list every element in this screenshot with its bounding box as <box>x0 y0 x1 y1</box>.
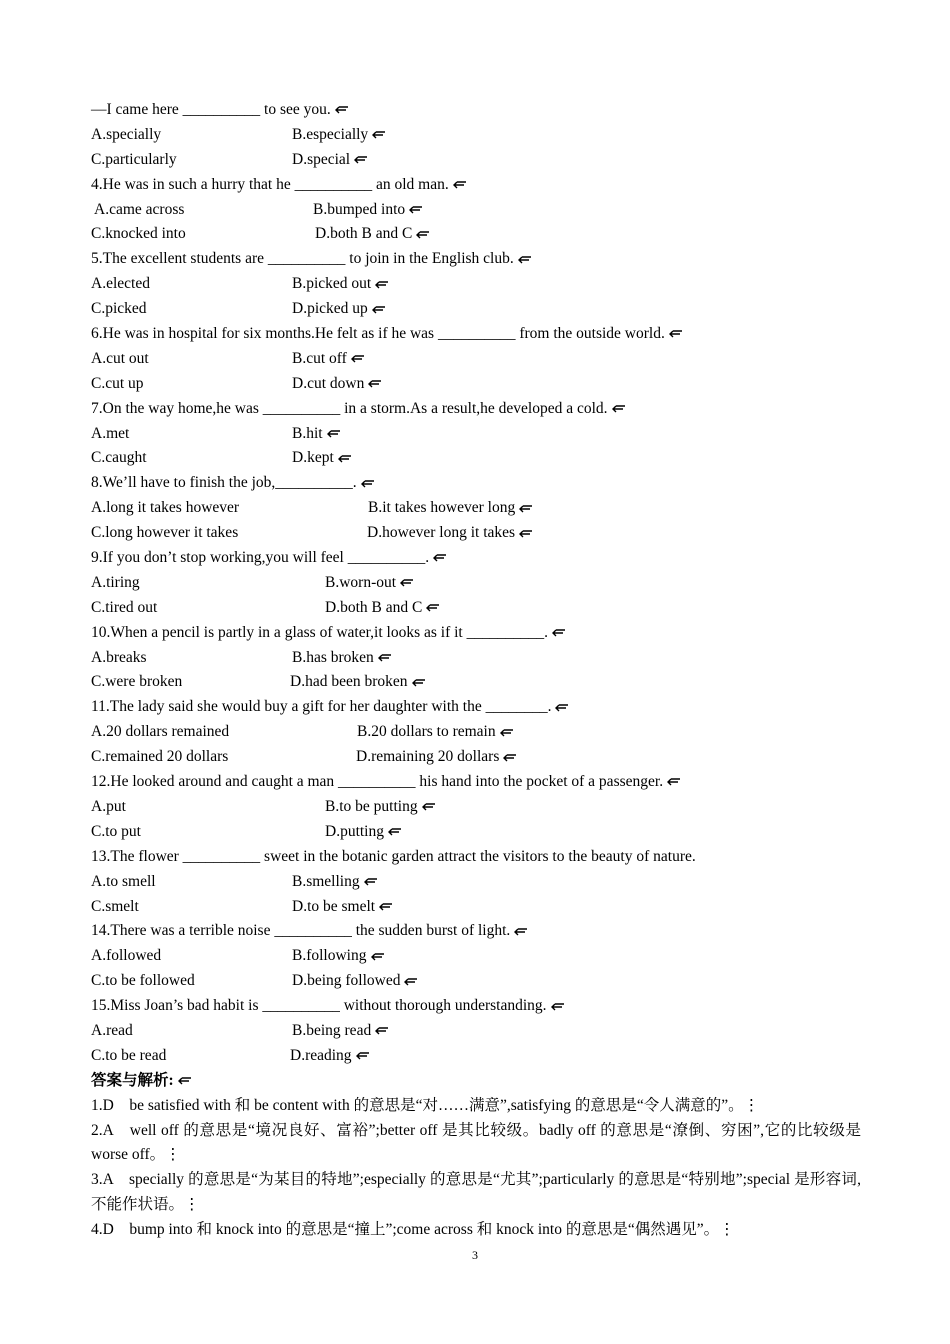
option-c: C.tired out <box>91 598 158 616</box>
option-d: D.however long it takes <box>367 524 516 542</box>
question-stem: 11.The lady said she would buy a gift for her daughter with the ________. <box>91 695 861 720</box>
page-number: 3 <box>472 1248 478 1262</box>
return-arrow-icon <box>413 230 431 240</box>
option-c: C.remained 20 dollars <box>91 748 229 766</box>
option-d: D.remaining 20 dollars <box>356 748 500 766</box>
option-a: A.followed <box>91 947 162 965</box>
options-row <box>91 596 861 621</box>
option-b: B.hit <box>292 424 323 442</box>
option-c: C.to be followed <box>91 972 195 990</box>
option-b: B.20 dollars to remain <box>357 723 496 741</box>
option-d: D.kept <box>292 449 334 467</box>
option-c: C.smelt <box>91 897 139 915</box>
return-arrow-icon <box>548 1002 566 1012</box>
option-d: D.cut down <box>292 374 365 392</box>
options-row <box>91 870 861 895</box>
return-arrow-icon <box>516 504 534 514</box>
option-b: B.being read <box>292 1021 372 1039</box>
question-stem: 5.The excellent students are __________ to join in the English club. <box>91 247 861 272</box>
return-arrow-icon <box>430 553 448 563</box>
options-row <box>91 272 861 297</box>
answers-heading: 答案与解析: <box>91 1069 861 1094</box>
return-arrow-icon <box>666 329 684 339</box>
return-arrow-icon <box>376 902 394 912</box>
options-row <box>91 646 861 671</box>
question-stem: 6.He was in hospital for six months.He felt as if he was __________ from the outside world. <box>91 322 861 347</box>
question-stem: 8.We’ll have to finish the job,__________. <box>91 471 861 496</box>
return-arrow-icon <box>365 379 383 389</box>
return-arrow-icon <box>332 105 350 115</box>
return-arrow-icon <box>516 529 534 539</box>
answer-4: 4.D bump into 和 knock into 的意思是“撞上”;come across 和 knock into 的意思是“偶然遇见”。⋮ <box>91 1221 735 1239</box>
return-arrow-icon <box>511 927 529 937</box>
options-row <box>91 969 861 994</box>
return-arrow-icon <box>406 205 424 215</box>
return-arrow-icon <box>372 280 390 290</box>
option-c: C.cut up <box>91 374 144 392</box>
option-c: C.long however it takes <box>91 524 239 542</box>
return-arrow-icon <box>335 454 353 464</box>
option-b: B.following <box>292 947 367 965</box>
return-arrow-icon <box>351 155 369 165</box>
return-arrow-icon <box>361 877 379 887</box>
options-row <box>91 222 861 247</box>
return-arrow-icon <box>497 728 515 738</box>
option-a: A.long it takes however <box>91 499 240 517</box>
return-arrow-icon <box>423 603 441 613</box>
options-row <box>91 347 861 372</box>
option-b: B.cut off <box>292 349 347 367</box>
option-b: B.bumped into <box>313 200 406 218</box>
options-row <box>91 1044 861 1069</box>
return-arrow-icon <box>353 1051 371 1061</box>
answer-1: 1.D be satisfied with 和 be content with 的意思是“对……满意”,satisfying 的意思是“令人满意的”。⋮ <box>91 1096 760 1114</box>
options-row <box>91 446 861 471</box>
question-stem: 12.He looked around and caught a man __________ his hand into the pocket of a passenger. <box>91 770 861 795</box>
return-arrow-icon <box>372 1026 390 1036</box>
option-b: B.worn-out <box>325 573 397 591</box>
return-arrow-icon <box>549 628 567 638</box>
options-row <box>91 297 861 322</box>
option-c: C.particularly <box>91 150 177 168</box>
options-row <box>91 820 861 845</box>
option-d: D.had been broken <box>290 673 408 691</box>
return-arrow-icon <box>450 180 468 190</box>
return-arrow-icon <box>369 130 387 140</box>
option-c: C.were broken <box>91 673 183 691</box>
option-a: A.elected <box>91 275 150 293</box>
return-arrow-icon <box>324 429 342 439</box>
option-c: C.picked <box>91 300 147 318</box>
options-row <box>91 1019 861 1044</box>
return-arrow-icon <box>401 977 419 987</box>
options-row <box>91 148 861 173</box>
options-row <box>91 496 861 521</box>
option-c: C.caught <box>91 449 147 467</box>
return-arrow-icon <box>515 255 533 265</box>
option-d: D.special <box>292 150 351 168</box>
document-body <box>91 98 861 1243</box>
option-a: A.came across <box>91 200 185 218</box>
options-row <box>91 571 861 596</box>
option-d: D.to be smelt <box>292 897 376 915</box>
options-row <box>91 795 861 820</box>
option-b: B.especially <box>292 125 369 143</box>
return-arrow-icon <box>375 653 393 663</box>
option-d: D.picked up <box>292 300 368 318</box>
question-stem: 13.The flower __________ sweet in the botanic garden attract the visitors to the beauty of nature. <box>91 847 696 865</box>
option-c: C.knocked into <box>91 225 186 243</box>
return-arrow-icon <box>368 952 386 962</box>
return-arrow-icon <box>609 404 627 414</box>
option-d: D.both B and C <box>325 598 423 616</box>
answer-2: 2.A well off 的意思是“境况良好、富裕”;better off 是其比较级。badly off 的意思是“潦倒、穷困”,它的比较级是 worse off。⋮ <box>91 1121 861 1164</box>
option-a: A.specially <box>91 125 162 143</box>
question-stem: 7.On the way home,he was __________ in a storm.As a result,he developed a cold. <box>91 397 861 422</box>
option-c: C.to be read <box>91 1046 167 1064</box>
option-b: B.has broken <box>292 648 374 666</box>
option-a: A.cut out <box>91 349 149 367</box>
question-stem: —I came here __________ to see you. <box>91 98 861 123</box>
return-arrow-icon <box>358 479 376 489</box>
options-row <box>91 944 861 969</box>
option-b: B.smelling <box>292 872 360 890</box>
return-arrow-icon <box>409 678 427 688</box>
question-stem: 10.When a pencil is partly in a glass of water,it looks as if it __________. <box>91 621 861 646</box>
return-arrow-icon <box>175 1076 193 1086</box>
option-d: D.putting <box>325 822 384 840</box>
return-arrow-icon <box>664 777 682 787</box>
return-arrow-icon <box>419 802 437 812</box>
option-a: A.read <box>91 1021 133 1039</box>
option-d: D.both B and C <box>315 225 413 243</box>
option-c: C.to put <box>91 822 141 840</box>
return-arrow-icon <box>552 703 570 713</box>
return-arrow-icon <box>369 305 387 315</box>
return-arrow-icon <box>385 827 403 837</box>
return-arrow-icon <box>348 354 366 364</box>
question-stem: 15.Miss Joan’s bad habit is __________ without thorough understanding. <box>91 994 861 1019</box>
option-a: A.to smell <box>91 872 156 890</box>
return-arrow-icon <box>500 753 518 763</box>
options-row <box>91 123 861 148</box>
options-row <box>91 422 861 447</box>
options-row <box>91 745 861 770</box>
options-row <box>91 720 861 745</box>
option-b: B.it takes however long <box>368 499 516 517</box>
option-a: A.put <box>91 797 126 815</box>
options-row <box>91 198 861 223</box>
option-b: B.picked out <box>292 275 372 293</box>
options-row <box>91 670 861 695</box>
option-d: D.reading <box>290 1046 352 1064</box>
question-stem: 9.If you don’t stop working,you will feel __________. <box>91 546 861 571</box>
option-a: A.20 dollars remained <box>91 723 230 741</box>
option-d: D.being followed <box>292 972 401 990</box>
question-stem: 14.There was a terrible noise __________ the sudden burst of light. <box>91 919 861 944</box>
option-a: A.tiring <box>91 573 140 591</box>
options-row <box>91 372 861 397</box>
question-stem: 4.He was in such a hurry that he __________ an old man. <box>91 173 861 198</box>
options-row <box>91 521 861 546</box>
option-a: A.breaks <box>91 648 147 666</box>
option-a: A.met <box>91 424 130 442</box>
return-arrow-icon <box>397 578 415 588</box>
option-b: B.to be putting <box>325 797 418 815</box>
options-row <box>91 895 861 920</box>
answer-3: 3.A specially 的意思是“为某目的特地”;especially 的意思是“尤其”;particularly 的意思是“特别地”;special 是形容词,不能作状语。⋮ <box>91 1171 861 1214</box>
